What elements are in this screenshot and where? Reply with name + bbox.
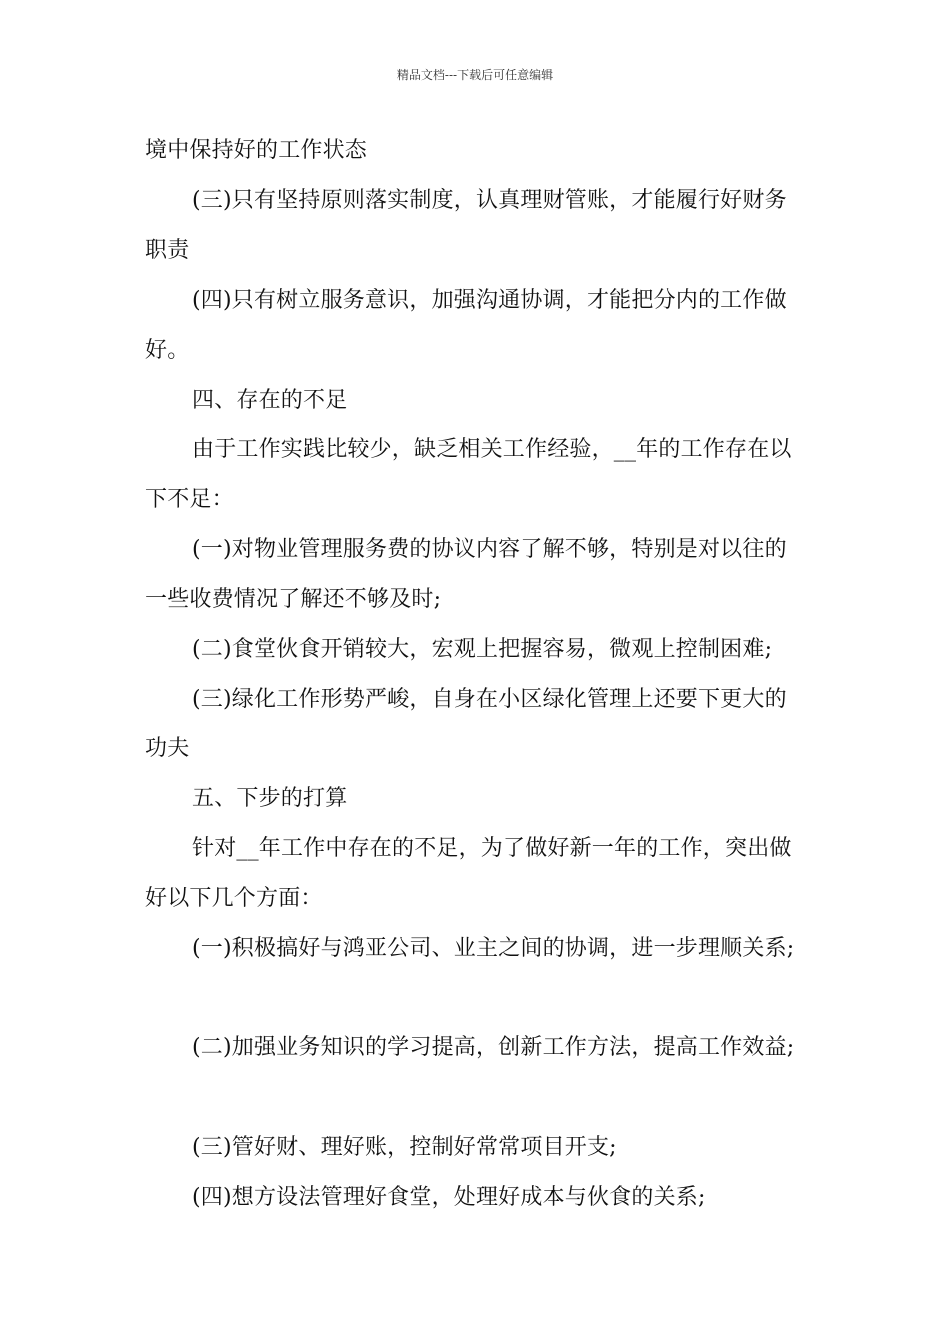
text-line: 针对__年工作中存在的不足，为了做好新一年的工作，突出做: [192, 836, 792, 861]
text-line: (四)只有树立服务意识，加强沟通协调，才能把分内的工作做: [192, 288, 787, 313]
section-heading: 五、下步的打算: [192, 786, 348, 811]
text-line: 一些收费情况了解还不够及时;: [145, 587, 442, 612]
text-line: 好以下几个方面：: [145, 886, 323, 911]
text-line: (三)管好财、理好账，控制好常常项目开支;: [192, 1135, 617, 1160]
text-line: 职责: [145, 238, 190, 263]
text-line: (一)积极搞好与鸿亚公司、业主之间的协调，进一步理顺关系;: [192, 936, 795, 961]
text-line: 好。: [145, 338, 190, 363]
text-line: (二)食堂伙食开销较大，宏观上把握容易，微观上控制困难;: [192, 637, 773, 662]
text-line: 下不足：: [145, 487, 234, 512]
section-heading: 四、存在的不足: [192, 388, 348, 413]
text-line: (四)想方设法管理好食堂，处理好成本与伙食的关系;: [192, 1185, 706, 1210]
text-line: 由于工作实践比较少，缺乏相关工作经验，__年的工作存在以: [192, 437, 792, 462]
text-line: (三)绿化工作形势严峻，自身在小区绿化管理上还要下更大的: [192, 687, 787, 712]
text-line: (一)对物业管理服务费的协议内容了解不够，特别是对以往的: [192, 537, 787, 562]
page-header: 精品文档---下载后可任意编辑: [396, 68, 554, 82]
text-line: 境中保持好的工作状态: [145, 138, 368, 163]
text-line: (二)加强业务知识的学习提高，创新工作方法，提高工作效益;: [192, 1035, 795, 1060]
text-line: (三)只有坚持原则落实制度，认真理财管账，才能履行好财务: [192, 188, 787, 213]
text-line: 功夫: [145, 736, 190, 761]
